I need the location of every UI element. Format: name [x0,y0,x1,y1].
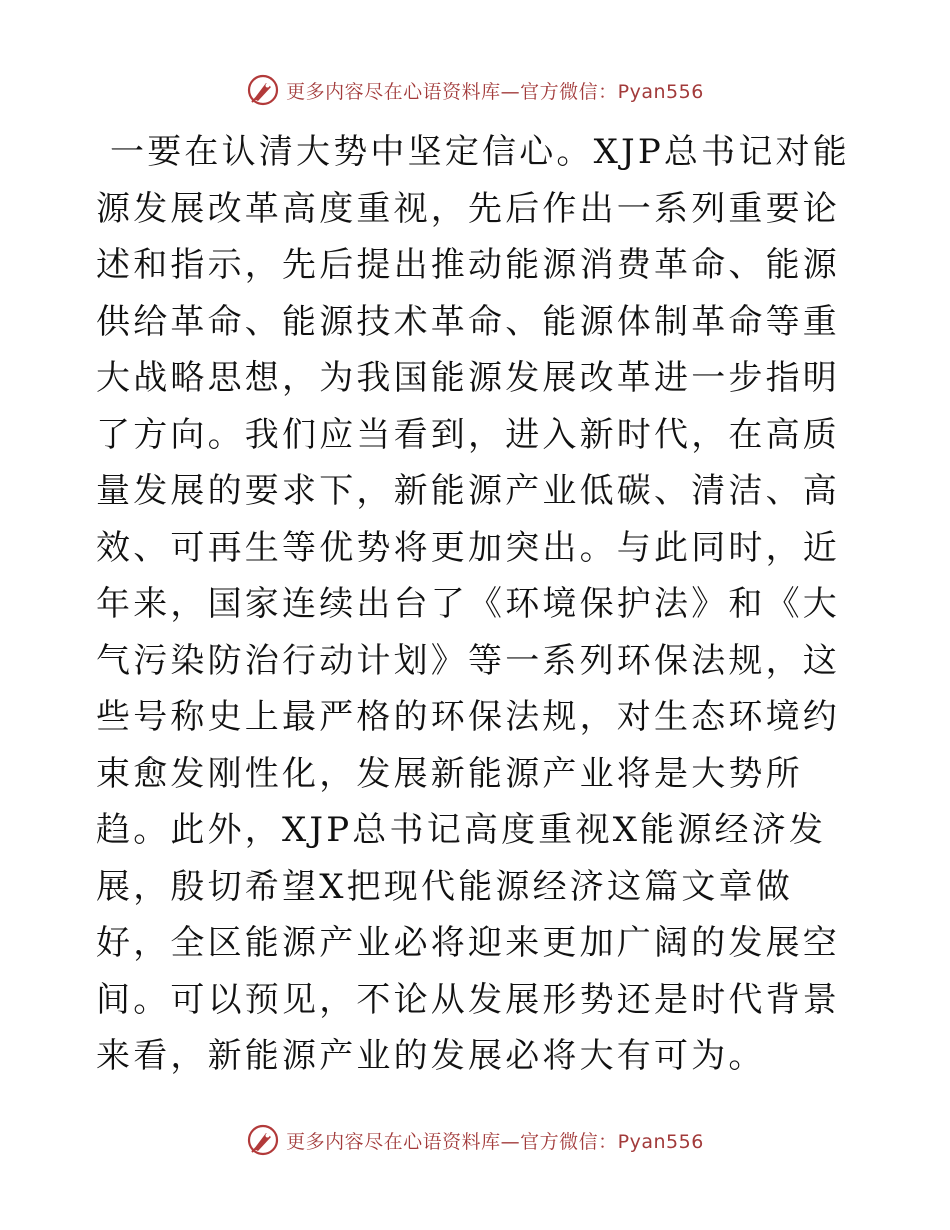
pen-nib-logo-icon [246,1123,280,1157]
header-watermark-text: 更多内容尽在心语资料库—官方微信：Pyan556 [286,80,704,103]
footer-watermark-inner [246,1123,704,1157]
footer-watermark [0,1120,950,1160]
header-watermark-inner [246,73,704,107]
pen-nib-logo-icon [246,73,280,107]
document-paragraph: 一要在认清大势中坚定信心。XJP总书记对能源发展改革高度重视，先后作出一系列重要论述和指示，先后提出推动能源消费革命、能源供给革命、能源技术革命、能源体制革命等重大战略思想，为我国能源发展改革进一步指明了方向。我们应当看到，进入新时代，在高质量发展的要求下，新能源产业低碳、清洁、高效、可再生等优势将更加突出。与此同时，近年来，国家连续出台了《环境保护法》和《大气污染防治行动计划》等一系列环保法规，这些号称史上最严格的环保法规，对生态环境约束愈发刚性化，发展新能源产业将是大势所趋。此外，XJP总书记高度重视X能源经济发展，殷切希望X把现代能源经济这篇文章做好，全区能源产业必将迎来更加广阔的发展空间。可以预见，不论从发展形势还是时代背景来看，新能源产业的发展必将大有可为。 [96,132,850,1076]
header-watermark [0,70,950,110]
footer-watermark-text: 更多内容尽在心语资料库—官方微信：Pyan556 [286,1130,704,1153]
